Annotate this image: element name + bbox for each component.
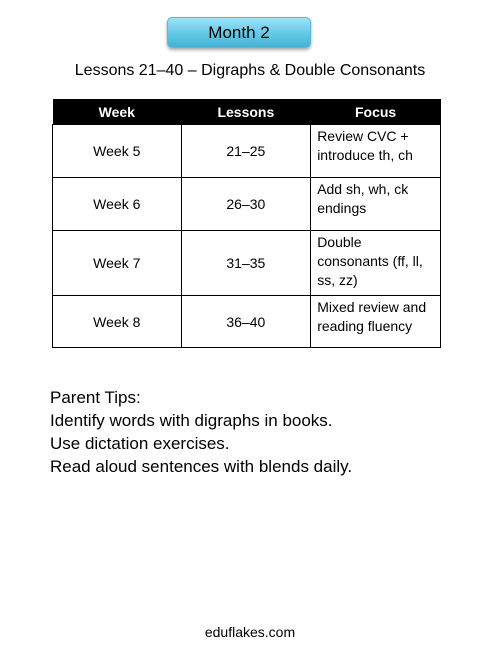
month-badge	[167, 17, 311, 48]
lessons-cell: 26–30	[181, 178, 311, 231]
focus-cell: Add sh, wh, ck endings	[311, 178, 441, 231]
week-cell: Week 6	[53, 178, 182, 231]
header-focus: Focus	[311, 99, 441, 125]
week-cell: Week 7	[53, 231, 182, 296]
header-week: Week	[53, 99, 182, 125]
table-row	[53, 231, 441, 296]
lesson-schedule-table	[52, 99, 441, 348]
week-cell: Week 8	[53, 296, 182, 348]
lessons-cell: 31–35	[181, 231, 311, 296]
table-row	[53, 178, 441, 231]
tips-heading: Parent Tips:	[50, 388, 141, 407]
focus-cell: Review CVC + introduce th, ch	[311, 125, 441, 178]
week-cell: Week 5	[53, 125, 182, 178]
tip-item: Read aloud sentences with blends daily.	[50, 457, 353, 476]
tip-item: Use dictation exercises.	[50, 434, 230, 453]
parent-tips	[50, 386, 352, 478]
footer-site-name: eduflakes.com	[204, 624, 296, 640]
header-lessons: Lessons	[181, 99, 311, 125]
focus-cell: Mixed review and reading fluency	[311, 296, 441, 348]
table-row	[53, 296, 441, 348]
table-row	[53, 125, 441, 178]
page-subtitle: Lessons 21–40 – Digraphs & Double Consonants	[74, 62, 426, 79]
lessons-cell: 21–25	[181, 125, 311, 178]
table-header-row	[53, 99, 441, 125]
focus-cell: Double consonants (ff, ll, ss, zz)	[311, 231, 441, 296]
tip-item: Identify words with digraphs in books.	[50, 411, 333, 430]
lessons-cell: 36–40	[181, 296, 311, 348]
month-badge-label: Month 2	[208, 22, 270, 42]
